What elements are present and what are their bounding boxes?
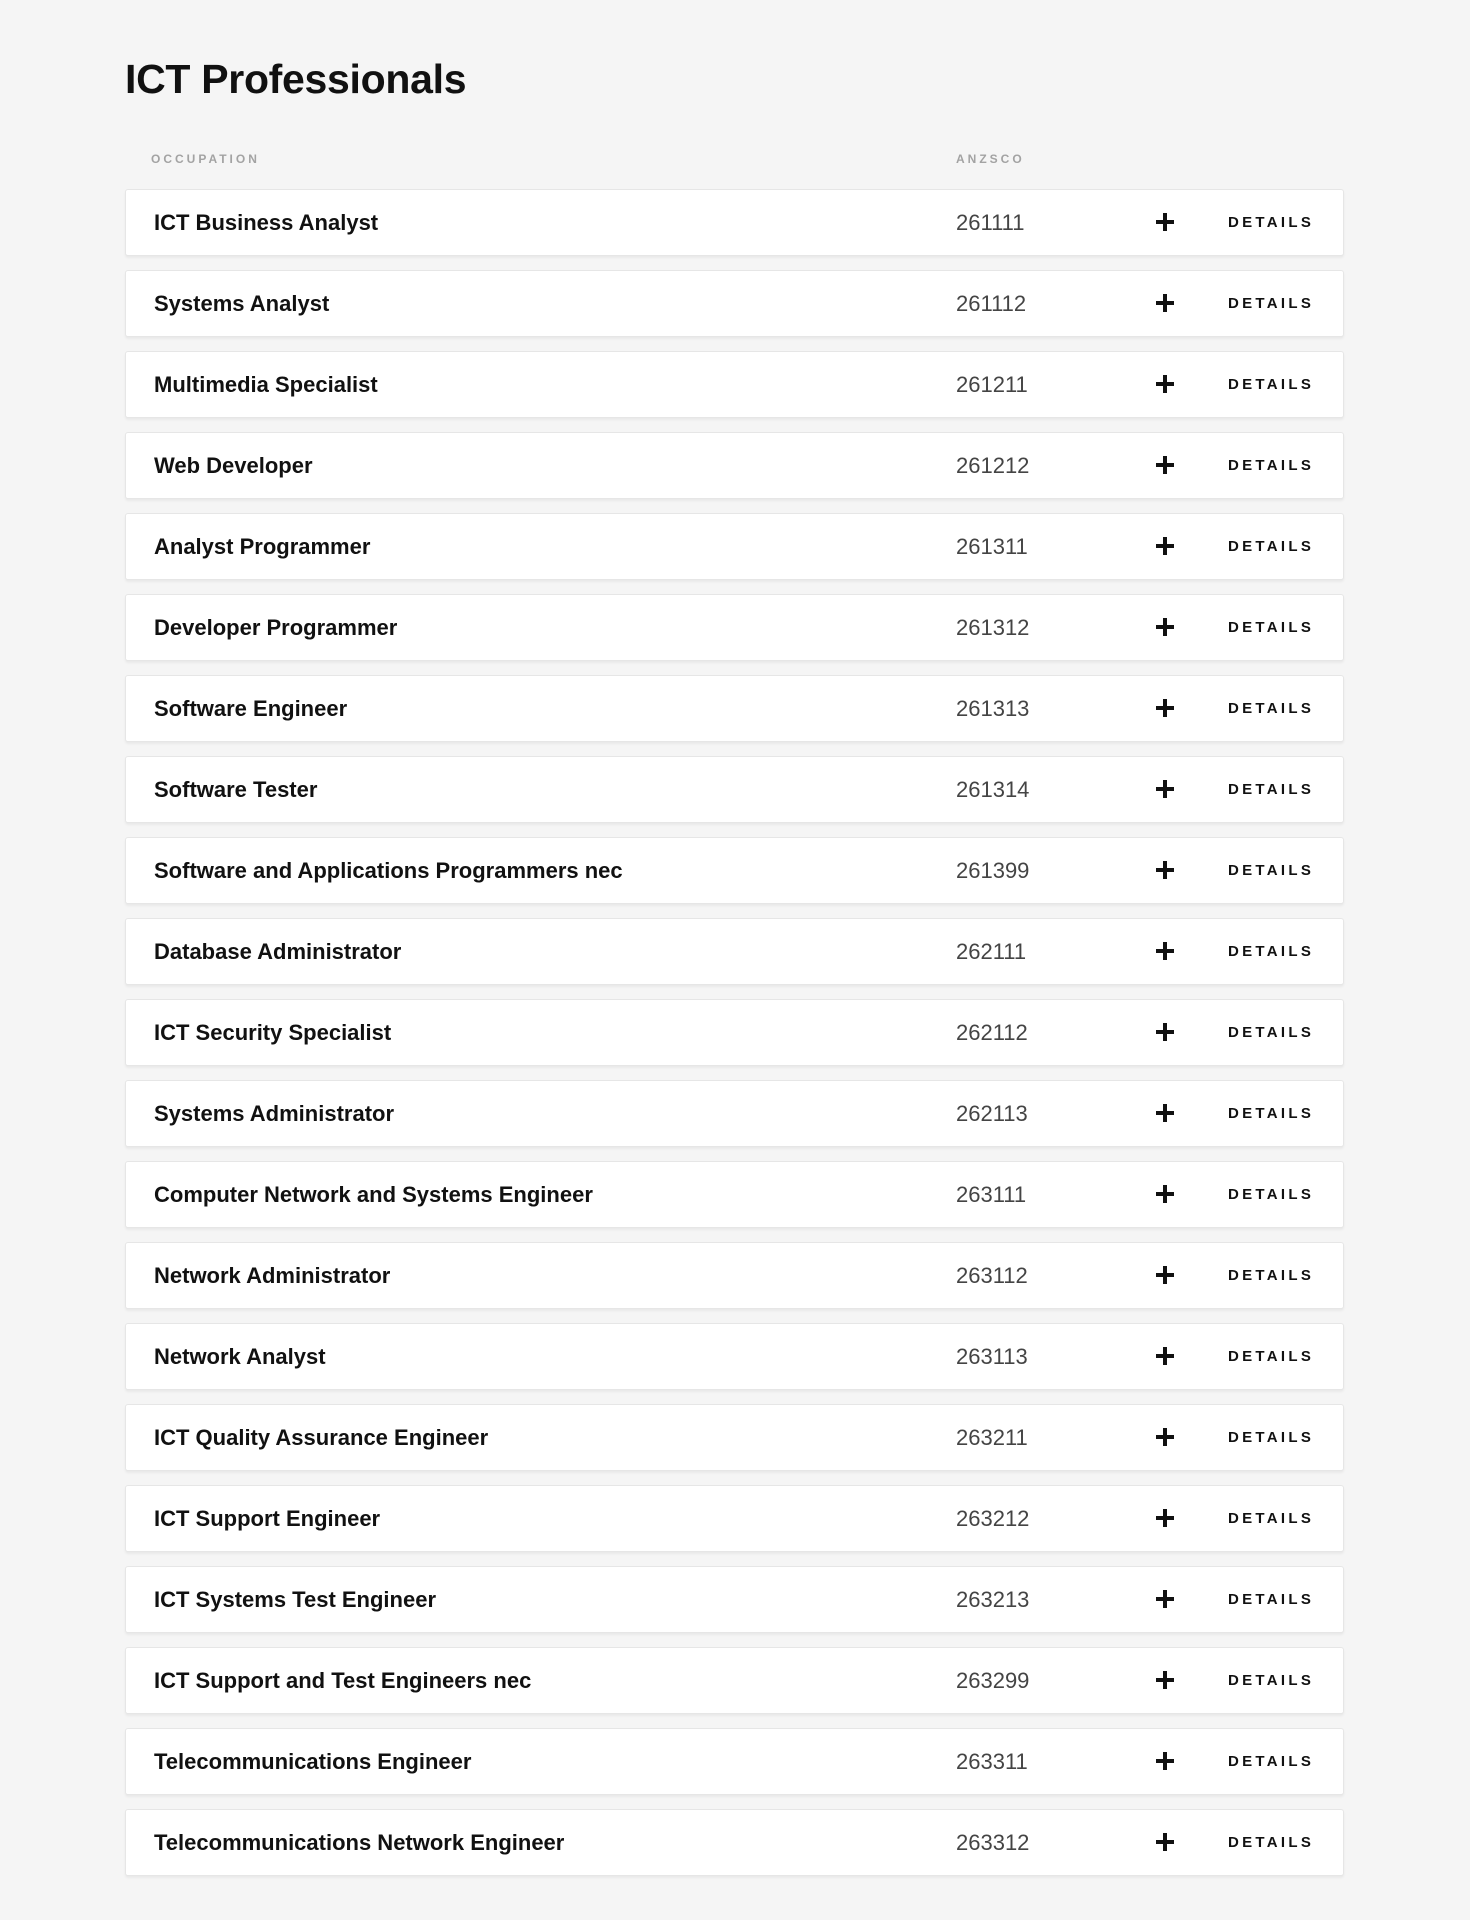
expand-plus-icon[interactable] [1154, 211, 1176, 233]
details-button[interactable]: DETAILS [1228, 538, 1315, 555]
expand-plus-icon[interactable] [1154, 1588, 1176, 1610]
expand-plus-icon[interactable] [1154, 1264, 1176, 1286]
anzsco-code: 261111 [956, 210, 1025, 235]
details-button[interactable]: DETAILS [1228, 1429, 1315, 1446]
occupation-name: Analyst Programmer [154, 534, 371, 559]
details-button[interactable]: DETAILS [1228, 1267, 1315, 1284]
occupation-name: Network Administrator [154, 1263, 391, 1288]
occupation-name: Telecommunications Engineer [154, 1749, 472, 1774]
occupation-row[interactable] [125, 1080, 1344, 1147]
details-button[interactable]: DETAILS [1228, 781, 1315, 798]
occupation-name: Systems Analyst [154, 291, 330, 316]
occupation-row[interactable] [125, 999, 1344, 1066]
occupation-name: Systems Administrator [154, 1101, 395, 1126]
anzsco-code: 261399 [956, 858, 1030, 883]
anzsco-code: 263113 [956, 1344, 1028, 1369]
occupation-row[interactable] [125, 1566, 1344, 1633]
expand-plus-icon[interactable] [1154, 1426, 1176, 1448]
details-button[interactable]: DETAILS [1228, 1834, 1315, 1851]
occupation-name: ICT Systems Test Engineer [154, 1587, 437, 1612]
details-button[interactable]: DETAILS [1228, 700, 1315, 717]
details-button[interactable]: DETAILS [1228, 1105, 1315, 1122]
expand-plus-icon[interactable] [1154, 940, 1176, 962]
column-header-anzsco: ANZSCO [956, 152, 1025, 166]
anzsco-code: 261314 [956, 777, 1030, 802]
details-button[interactable]: DETAILS [1228, 295, 1315, 312]
occupation-row[interactable] [125, 1323, 1344, 1390]
occupation-row[interactable] [125, 270, 1344, 337]
occupation-name: Developer Programmer [154, 615, 398, 640]
expand-plus-icon[interactable] [1154, 1669, 1176, 1691]
occupation-name: ICT Business Analyst [154, 210, 379, 235]
details-button[interactable]: DETAILS [1228, 862, 1315, 879]
anzsco-code: 261311 [956, 534, 1028, 559]
occupation-list [125, 189, 1344, 1890]
details-button[interactable]: DETAILS [1228, 1672, 1315, 1689]
anzsco-code: 261211 [956, 372, 1028, 397]
details-button[interactable]: DETAILS [1228, 1591, 1315, 1608]
occupation-row[interactable] [125, 1728, 1344, 1795]
details-button[interactable]: DETAILS [1228, 214, 1315, 231]
expand-plus-icon[interactable] [1154, 616, 1176, 638]
anzsco-code: 261212 [956, 453, 1030, 478]
details-button[interactable]: DETAILS [1228, 1186, 1315, 1203]
occupation-name: Software Tester [154, 777, 318, 802]
expand-plus-icon[interactable] [1154, 778, 1176, 800]
expand-plus-icon[interactable] [1154, 373, 1176, 395]
anzsco-code: 261312 [956, 615, 1030, 640]
anzsco-code: 263212 [956, 1506, 1030, 1531]
expand-plus-icon[interactable] [1154, 1507, 1176, 1529]
occupation-name: Web Developer [154, 453, 313, 478]
anzsco-code: 263311 [956, 1749, 1028, 1774]
details-button[interactable]: DETAILS [1228, 1753, 1315, 1770]
anzsco-code: 263112 [956, 1263, 1028, 1288]
details-button[interactable]: DETAILS [1228, 1510, 1315, 1527]
expand-plus-icon[interactable] [1154, 292, 1176, 314]
occupation-row[interactable] [125, 432, 1344, 499]
occupation-row[interactable] [125, 1404, 1344, 1471]
details-button[interactable]: DETAILS [1228, 1024, 1315, 1041]
anzsco-code: 261313 [956, 696, 1030, 721]
occupation-row[interactable] [125, 513, 1344, 580]
occupation-name: Computer Network and Systems Engineer [154, 1182, 593, 1207]
occupation-row[interactable] [125, 1242, 1344, 1309]
occupation-name: ICT Support and Test Engineers nec [154, 1668, 532, 1693]
anzsco-code: 262113 [956, 1101, 1028, 1126]
anzsco-code: 263211 [956, 1425, 1028, 1450]
occupation-row[interactable] [125, 594, 1344, 661]
occupation-name: Database Administrator [154, 939, 402, 964]
occupation-row[interactable] [125, 351, 1344, 418]
occupation-row[interactable] [125, 756, 1344, 823]
expand-plus-icon[interactable] [1154, 1345, 1176, 1367]
details-button[interactable]: DETAILS [1228, 943, 1315, 960]
expand-plus-icon[interactable] [1154, 1021, 1176, 1043]
anzsco-code: 263213 [956, 1587, 1030, 1612]
expand-plus-icon[interactable] [1154, 859, 1176, 881]
occupation-row[interactable] [125, 675, 1344, 742]
occupation-name: Multimedia Specialist [154, 372, 378, 397]
anzsco-code: 263299 [956, 1668, 1030, 1693]
page-title: ICT Professionals [125, 56, 467, 102]
details-button[interactable]: DETAILS [1228, 457, 1315, 474]
occupation-name: Software Engineer [154, 696, 348, 721]
occupation-row[interactable] [125, 1161, 1344, 1228]
column-header-occupation: OCCUPATION [151, 152, 260, 166]
expand-plus-icon[interactable] [1154, 1831, 1176, 1853]
details-button[interactable]: DETAILS [1228, 619, 1315, 636]
expand-plus-icon[interactable] [1154, 454, 1176, 476]
expand-plus-icon[interactable] [1154, 697, 1176, 719]
occupation-name: ICT Quality Assurance Engineer [154, 1425, 489, 1450]
anzsco-code: 261112 [956, 291, 1027, 316]
expand-plus-icon[interactable] [1154, 1102, 1176, 1124]
occupation-row[interactable] [125, 1809, 1344, 1876]
occupation-name: Software and Applications Programmers nec [154, 858, 623, 883]
occupation-name: ICT Support Engineer [154, 1506, 381, 1531]
expand-plus-icon[interactable] [1154, 535, 1176, 557]
expand-plus-icon[interactable] [1154, 1183, 1176, 1205]
occupation-row[interactable] [125, 1485, 1344, 1552]
occupation-name: Network Analyst [154, 1344, 326, 1369]
anzsco-code: 263312 [956, 1830, 1030, 1855]
details-button[interactable]: DETAILS [1228, 376, 1315, 393]
occupation-name: ICT Security Specialist [154, 1020, 392, 1045]
occupation-row[interactable] [125, 837, 1344, 904]
anzsco-code: 262112 [956, 1020, 1028, 1045]
anzsco-code: 263111 [956, 1182, 1027, 1207]
occupation-row[interactable] [125, 1647, 1344, 1714]
expand-plus-icon[interactable] [1154, 1750, 1176, 1772]
anzsco-code: 262111 [956, 939, 1027, 964]
occupation-name: Telecommunications Network Engineer [154, 1830, 565, 1855]
details-button[interactable]: DETAILS [1228, 1348, 1315, 1365]
occupation-row[interactable] [125, 918, 1344, 985]
occupation-row[interactable] [125, 189, 1344, 256]
